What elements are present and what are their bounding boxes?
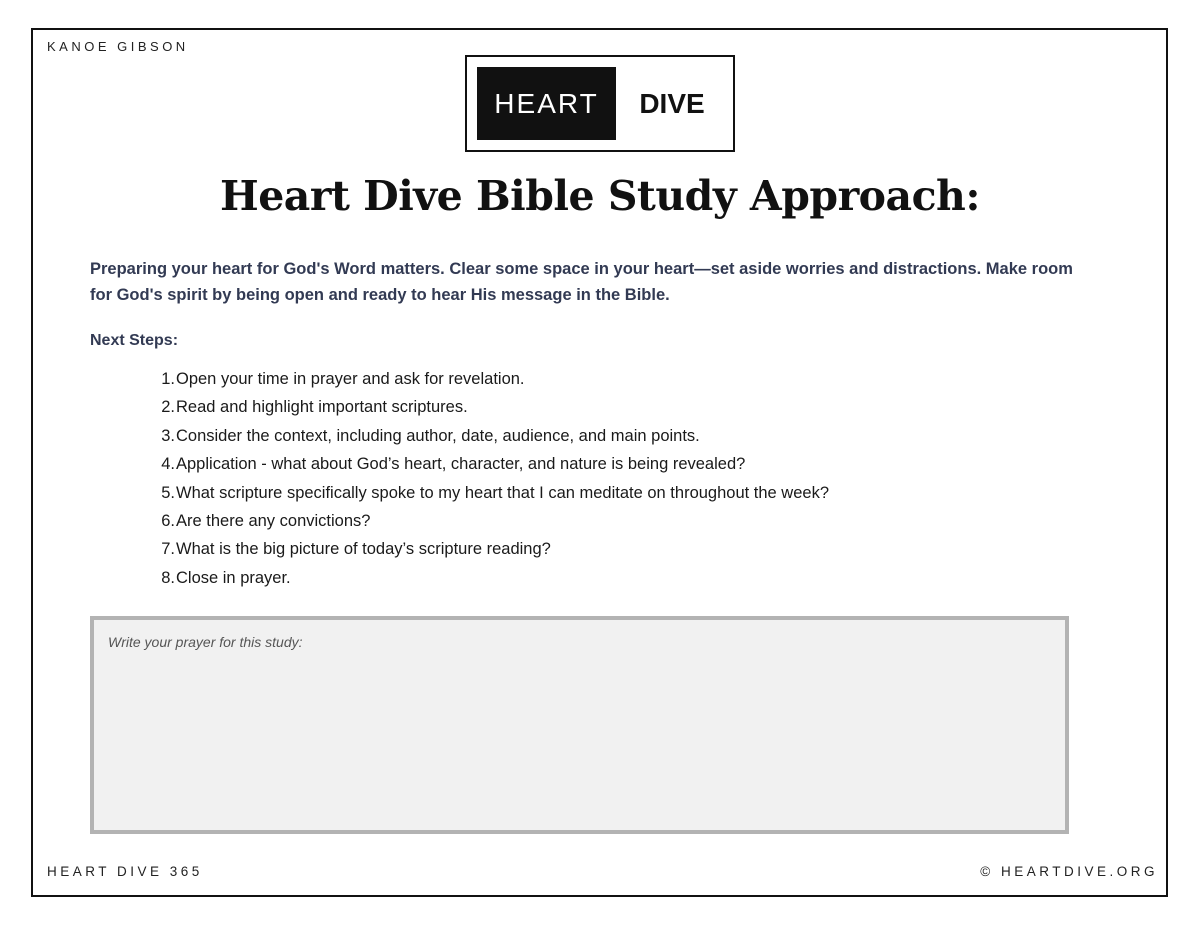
step-item-5 xyxy=(150,479,1090,507)
step-number: 7. xyxy=(161,540,175,559)
heart-dive-logo xyxy=(465,55,735,152)
step-text: Application - what about God’s heart, character, and nature is being revealed? xyxy=(176,455,746,474)
footer-brand: HEART DIVE 365 xyxy=(47,864,203,879)
step-number: 3. xyxy=(161,426,175,445)
step-item-1 xyxy=(150,365,1090,393)
step-text: Read and highlight important scriptures. xyxy=(176,398,468,417)
step-text: What scripture specifically spoke to my heart that I can meditate on throughout the week? xyxy=(176,483,830,502)
intro-paragraph: Preparing your heart for God's Word matters. Clear some space in your heart—set aside worries and distractions. Make room for God's spirit by being open and ready to hear His message in the Bible. xyxy=(90,260,1073,304)
page-title: Heart Dive Bible Study Approach: xyxy=(219,172,981,220)
step-item-6 xyxy=(150,507,1090,535)
footer-website: © HEARTDIVE.ORG xyxy=(980,864,1158,879)
step-item-4 xyxy=(150,450,1090,478)
next-steps-heading: Next Steps: xyxy=(90,332,179,349)
step-text: Are there any convictions? xyxy=(176,511,371,530)
step-number: 4. xyxy=(161,455,175,474)
logo-dive-text: DIVE xyxy=(639,87,705,119)
step-item-8 xyxy=(150,564,1090,592)
author-name: KANOE GIBSON xyxy=(47,39,189,54)
step-number: 6. xyxy=(161,511,175,530)
step-text: What is the big picture of today’s scripture reading? xyxy=(176,540,551,559)
step-number: 2. xyxy=(161,398,175,417)
logo-heart-block: HEART xyxy=(477,67,616,140)
prayer-box-label: Write your prayer for this study: xyxy=(108,634,303,650)
step-text: Open your time in prayer and ask for revelation. xyxy=(176,370,525,388)
step-text: Consider the context, including author, date, audience, and main points. xyxy=(176,426,700,445)
step-number: 8. xyxy=(161,568,175,587)
step-item-2 xyxy=(150,393,1090,421)
steps-list xyxy=(150,365,1090,592)
step-number: 5. xyxy=(161,483,175,502)
step-number: 1. xyxy=(161,370,175,388)
step-item-7 xyxy=(150,535,1090,563)
prayer-writing-box[interactable] xyxy=(90,616,1069,834)
step-text: Close in prayer. xyxy=(176,568,291,587)
step-item-3 xyxy=(150,422,1090,450)
